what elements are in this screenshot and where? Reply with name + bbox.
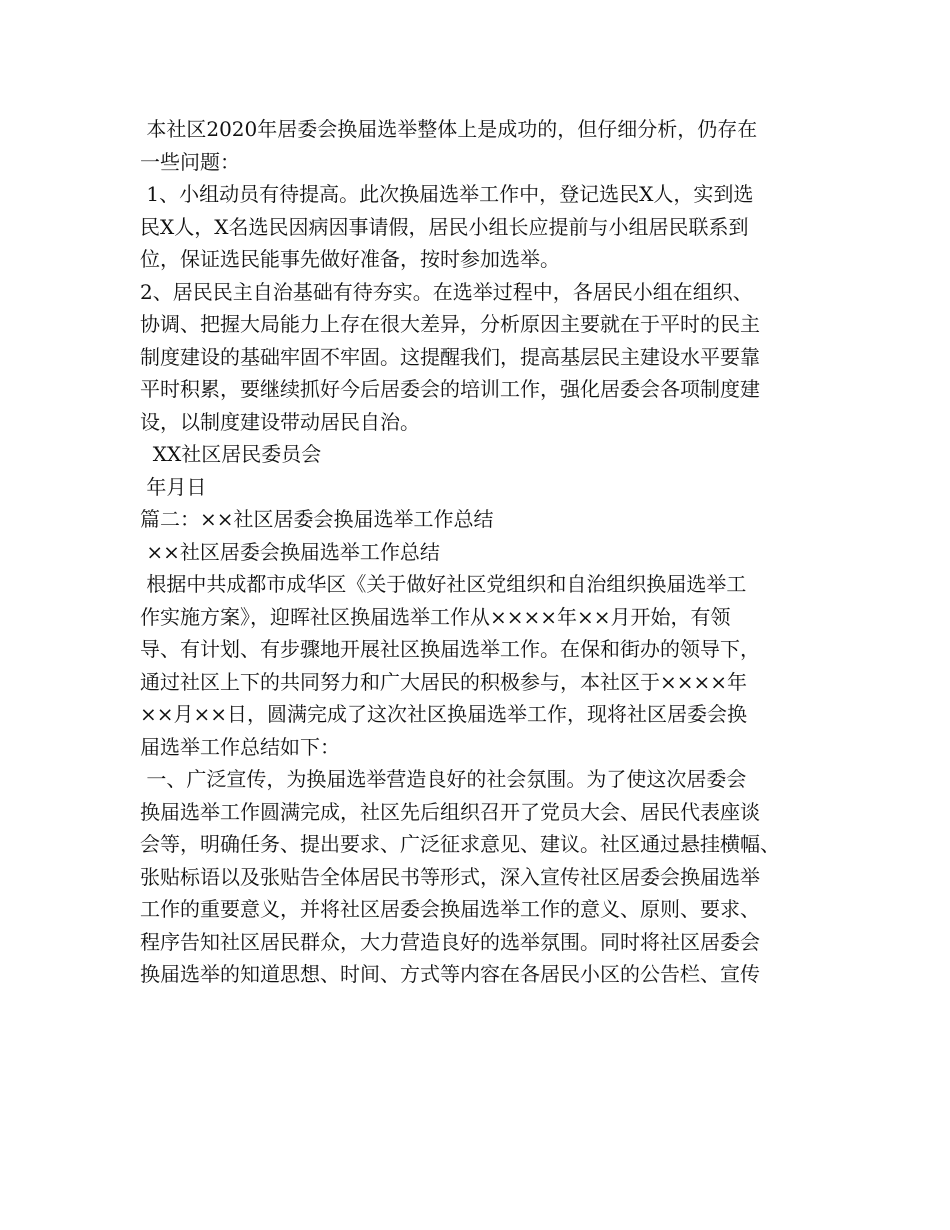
text-line: 本社区2020年居委会换届选举整体上是成功的，但仔细分析，仍存在 [140,117,758,141]
text-line: 会等，明确任务、提出要求、广泛征求意见、建议。社区通过悬挂横幅、 [140,832,780,856]
text-line: 设，以制度建设带动居民自治。 [140,409,420,434]
text-line: 一、广泛宣传，为换届选举营造良好的社会氛围。为了使这次居委会 [140,767,747,791]
text-line: 1、小组动员有待提高。此次换届选举工作中，登记选民X人，实到选 [140,182,754,206]
document-body [140,113,830,991]
text-line: 作实施方案》，迎晖社区换届选举工作从××××年××月开始，有领 [140,604,731,629]
text-line: 民X人，X名选民因病因事请假，居民小组长应提前与小组居民联系到 [140,214,749,239]
text-line: 张贴标语以及张贴告全体居民书等形式，深入宣传社区居委会换届选举 [140,864,760,889]
text-line: 导、有计划、有步骤地开展社区换届选举工作。在保和街办的领导下， [140,637,760,661]
text-line: 换届选举工作圆满完成，社区先后组织召开了党员大会、居民代表座谈 [140,799,760,824]
text-line: 换届选举的知道思想、时间、方式等内容在各居民小区的公告栏、宣传 [140,962,760,986]
text-line: 程序告知社区居民群众，大力营造良好的选举氛围。同时将社区居委会 [140,929,760,954]
text-line: 工作的重要意义，并将社区居委会换届选举工作的意义、原则、要求、 [140,897,760,921]
section-heading: 篇二：××社区居委会换届选举工作总结 [140,507,494,531]
text-line: 一些问题： [140,149,240,174]
date-line: 年月日 [140,474,207,499]
text-line: 制度建设的基础牢固不牢固。这提醒我们，提高基层民主建设水平要靠 [140,344,760,369]
text-line: 根据中共成都市成华区《关于做好社区党组织和自治组织换届选举工 [140,572,747,596]
text-line: 平时积累，要继续抓好今后居委会的培训工作，强化居委会各项制度建 [140,377,760,401]
text-line: 届选举工作总结如下： [140,734,340,759]
text-line: 2、居民民主自治基础有待夯实。在选举过程中，各居民小组在组织、 [140,279,753,304]
text-line: 位，保证选民能事先做好准备，按时参加选举。 [140,247,560,271]
text-line: ××月××日，圆满完成了这次社区换届选举工作，现将社区居委会换 [140,702,748,726]
text-line: 协调、把握大局能力上存在很大差异，分析原因主要就在于平时的民主 [140,312,760,336]
section-title: ××社区居委会换届选举工作总结 [140,539,440,564]
text-line: 通过社区上下的共同努力和广大居民的积极参与，本社区于××××年 [140,669,748,694]
signature-line: XX社区居民委员会 [140,442,322,466]
